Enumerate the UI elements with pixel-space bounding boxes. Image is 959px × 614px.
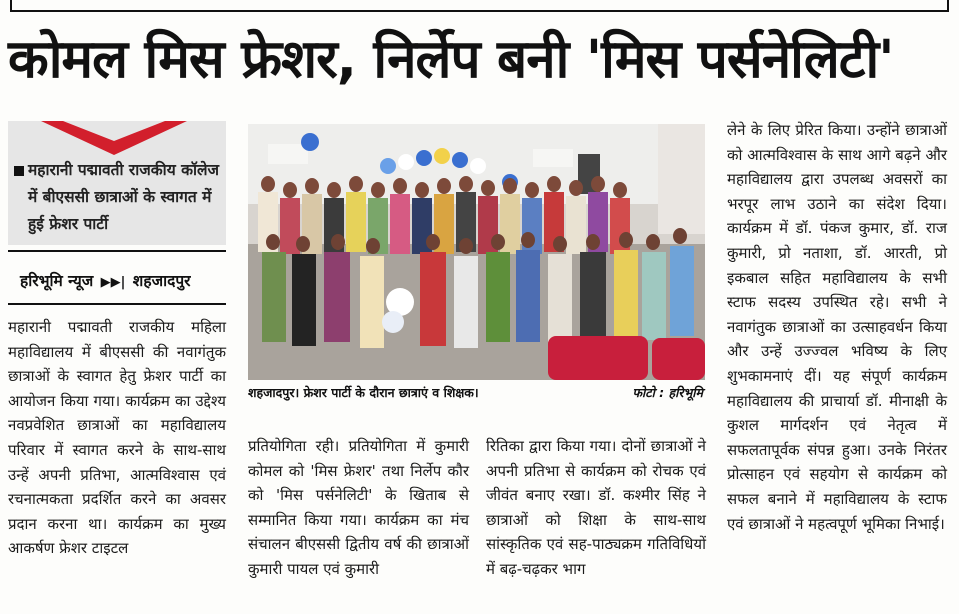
photo-illustration xyxy=(248,124,705,380)
article-column-1: महारानी पद्मावती राजकीय महिला महाविद्यालय में बीएससी की नवागंतुक छात्राओं के स्वागत हेतु फ्रेशर पार्टी का आयोजन किया गया। कार्यक्रम का उद्देश्य नवप्रवेशित छात्राओं का महाविद्यालय परिवार में स्वागत करने के साथ-साथ उन्हें अपनी प्रतिभा, आत्मविश्वास एवं रचनात्मकता प्रदर्शित करने का अवसर प्रदान करना था। कार्यक्रम का मुख्य आकर्षण फ्रेशर टाइटल xyxy=(8,318,226,558)
divider xyxy=(8,303,226,305)
byline-place: शहजादपुर xyxy=(132,272,191,290)
top-border xyxy=(10,0,949,12)
byline-source: हरिभूमि न्यूज xyxy=(20,272,94,290)
caption-text: शहजादपुर। फ्रेशर पार्टी के दौरान छात्राएं व शिक्षक। xyxy=(248,385,479,400)
article-column-3: रितिका द्वारा किया गया। दोनों छात्राओं ने अपनी प्रतिभा से कार्यक्रम को रोचक एवं जीवंत बनाए रखा। डॉ. कश्मीर सिंह ने छात्राओं को शिक्षा के साथ-साथ सांस्कृतिक एवं सह-पाठ्यक्रम गतिविधियों में बढ़-चढ़कर भाग xyxy=(486,437,706,578)
headline: कोमल मिस फ्रेशर, निर्लेप बनी 'मिस पर्सनेलिटी' xyxy=(8,29,894,90)
article-column-2: प्रतियोगिता रही। प्रतियोगिता में कुमारी कोमल को 'मिस फ्रेशर' तथा निर्लेप कौर को 'मिस पर्सनेलिटी' के खिताब से सम्मानित किया गया। कार्यक्रम का मंच संचालन बीएससी द्वितीय वर्ष की छात्राओं कुमारी पायल एवं कुमारी xyxy=(248,437,469,578)
divider xyxy=(8,250,226,252)
subhead-box xyxy=(8,121,226,245)
subhead: महारानी पद्मावती राजकीय कॉलेज में बीएससी छात्राओं के स्वागत में हुई फ्रेशर पार्टी xyxy=(28,161,220,233)
photo-caption xyxy=(248,384,705,401)
bullet-icon xyxy=(14,166,24,176)
group-photo xyxy=(248,124,705,380)
article-column-4: लेने के लिए प्रेरित किया। उन्होंने छात्राओं को आत्मविश्वास के साथ आगे बढ़ने और महाविद्यालय द्वारा उपलब्ध अवसरों का भरपूर लाभ उठाने का संदेश दिया। कार्यक्रम में डॉ. पंकज कुमार, डॉ. राज कुमारी, प्रो नताशा, डॉ. आरती, प्रो इकबाल सहित महाविद्यालय के सभी स्टाफ सदस्य उपस्थित रहे। सभी ने नवागंतुक छात्राओं का उत्साहवर्धन किया और उन्हें उज्ज्वल भविष्य के लिए शुभकामनाएं दीं। यह संपूर्ण कार्यक्रम महाविद्यालय की प्राचार्या डॉ. मीनाक्षी के कुशल मार्गदर्शन एवं नेतृत्व में सफलतापूर्वक संपन्न हुआ। उनके निरंतर प्रोत्साहन एवं सहयोग से कार्यक्रम को सफल बनाने में महाविद्यालय के स्टाफ एवं छात्राओं ने महत्वपूर्ण भूमिका निभाई। xyxy=(727,121,947,533)
byline xyxy=(20,269,190,291)
photo-credit: फोटो : हरिभूमि xyxy=(632,385,703,400)
play-arrows-icon: ▶▶| xyxy=(100,275,126,290)
